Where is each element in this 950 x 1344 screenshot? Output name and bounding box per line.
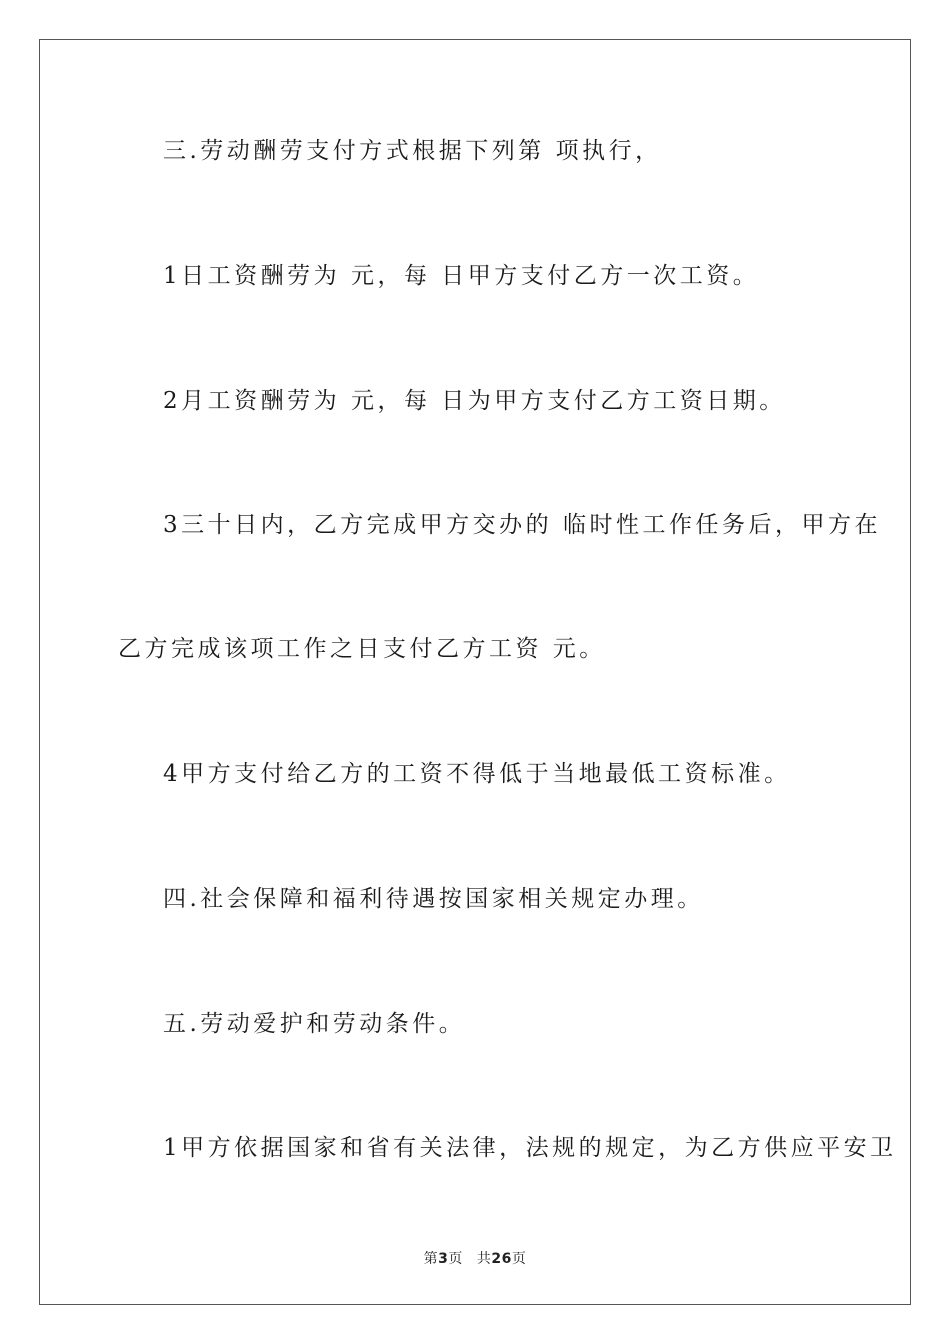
paragraph-line-3: 2月工资酬劳为 元，每 日为甲方支付乙方工资日期。 — [163, 388, 786, 414]
paragraph-line-9: 1甲方依据国家和省有关法律，法规的规定，为乙方供应平安卫 — [163, 1135, 897, 1161]
page-footer — [0, 1248, 950, 1268]
footer-page-suffix: 页 — [448, 1251, 463, 1267]
footer-page-number: 3 — [438, 1251, 449, 1267]
paragraph-line-6: 4甲方支付给乙方的工资不得低于当地最低工资标准。 — [163, 761, 791, 787]
paragraph-line-8: 五.劳动爱护和劳动条件。 — [163, 1011, 466, 1037]
footer-total-prefix: 共 — [476, 1251, 492, 1267]
paragraph-line-4: 3三十日内，乙方完成甲方交办的 临时性工作任务后，甲方在 — [163, 512, 881, 538]
paragraph-line-7: 四.社会保障和福利待遇按国家相关规定办理。 — [163, 886, 704, 912]
paragraph-line-1: 三.劳动酬劳支付方式根据下列第 项执行， — [163, 138, 662, 164]
footer-total-pages: 26 — [491, 1251, 512, 1267]
page-border — [39, 39, 911, 1305]
paragraph-line-5: 乙方完成该项工作之日支付乙方工资 元。 — [118, 636, 606, 662]
paragraph-line-2: 1日工资酬劳为 元，每 日甲方支付乙方一次工资。 — [163, 263, 760, 289]
footer-page-prefix: 第 — [423, 1251, 439, 1267]
footer-total-suffix: 页 — [511, 1251, 527, 1267]
